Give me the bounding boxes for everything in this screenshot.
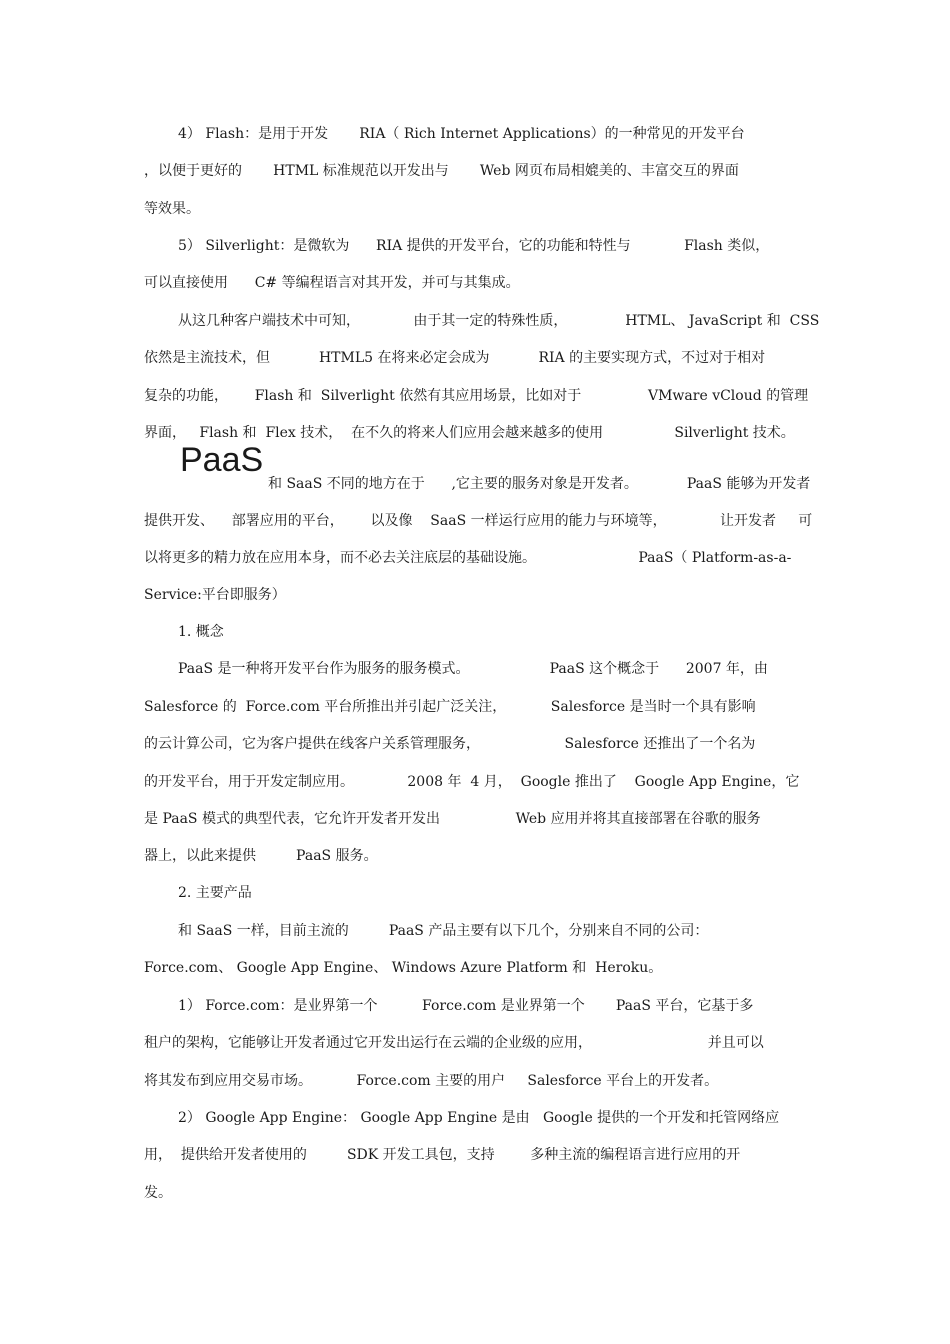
section-heading: PaaS xyxy=(180,441,264,479)
text-line: 2） Google App Engine： Google App Engine 是由 Google 提供的一个开发和托管网络应 xyxy=(178,1110,780,1126)
text-line: Service:平台即服务） xyxy=(144,587,286,603)
text-line: 从这几种客户端技术中可知， 由于其一定的特殊性质， HTML、 JavaScript 和 CSS xyxy=(178,313,820,329)
text-line: 是 PaaS 模式的典型代表，它允许开发者开发出 Web 应用并将其直接部署在谷歌的服务 xyxy=(144,811,761,827)
text-line: 可以直接使用 C# 等编程语言对其开发，并可与其集成。 xyxy=(144,275,520,291)
text-line: 1） Force.com：是业界第一个 Force.com 是业界第一个 PaaS 平台，它基于多 xyxy=(178,998,754,1014)
text-line: 用， 提供给开发者使用的 SDK 开发工具包，支持 多种主流的编程语言进行应用的开 xyxy=(144,1147,741,1163)
text-line: 提供开发、 部署应用的平台， 以及像 SaaS 一样运行应用的能力与环境等， 让开发者 可 xyxy=(144,513,813,529)
text-line: 界面， Flash 和 Flex 技术， 在不久的将来人们应用会越来越多的使用 Silverlight 技术。 xyxy=(144,425,795,441)
text-line: ，以便于更好的 HTML 标准规范以开发出与 Web 网页布局相媲美的、丰富交互的界面 xyxy=(144,163,739,179)
text-line: 的云计算公司，它为客户提供在线客户关系管理服务， Salesforce 还推出了一个名为 xyxy=(144,736,756,752)
text-line: 将其发布到应用交易市场。 Force.com 主要的用户 Salesforce 平台上的开发者。 xyxy=(144,1073,719,1089)
text-line: Force.com、 Google App Engine、 Windows Azure Platform 和 Heroku。 xyxy=(144,960,663,976)
text-line: 等效果。 xyxy=(144,201,200,217)
text-line: 和 SaaS 一样，目前主流的 PaaS 产品主要有以下几个，分别来自不同的公司： xyxy=(178,923,709,939)
text-line: 4） Flash：是用于开发 RIA（ Rich Internet Applications）的一种常见的开发平台 xyxy=(178,126,745,142)
text-line: 复杂的功能， Flash 和 Silverlight 依然有其应用场景，比如对于 VMware vCloud 的管理 xyxy=(144,388,809,404)
text-line: 和 SaaS 不同的地方在于 ,它主要的服务对象是开发者。 PaaS 能够为开发者 xyxy=(268,476,811,492)
text-line: 发。 xyxy=(144,1185,172,1201)
text-line: 器上，以此来提供 PaaS 服务。 xyxy=(144,848,378,864)
text-line: 1. 概念 xyxy=(178,624,224,640)
text-line: PaaS 是一种将开发平台作为服务的服务模式。 PaaS 这个概念于 2007 年，由 xyxy=(178,661,768,677)
text-line: 依然是主流技术，但 HTML5 在将来必定会成为 RIA 的主要实现方式，不过对于相对 xyxy=(144,350,766,366)
text-line: 2. 主要产品 xyxy=(178,885,252,901)
text-line: 的开发平台，用于开发定制应用。 2008 年 4 月， Google 推出了 Google App Engine，它 xyxy=(144,774,800,790)
text-line: 租户的架构，它能够让开发者通过它开发出运行在云端的企业级的应用， 并且可以 xyxy=(144,1035,764,1051)
text-line: 以将更多的精力放在应用本身，而不必去关注底层的基础设施。 PaaS（ Platform-as-a- xyxy=(144,550,792,566)
text-line: 5） Silverlight：是微软为 RIA 提供的开发平台，它的功能和特性与 Flash 类似， xyxy=(178,238,770,254)
text-line: Salesforce 的 Force.com 平台所推出并引起广泛关注， Salesforce 是当时一个具有影响 xyxy=(144,699,756,715)
